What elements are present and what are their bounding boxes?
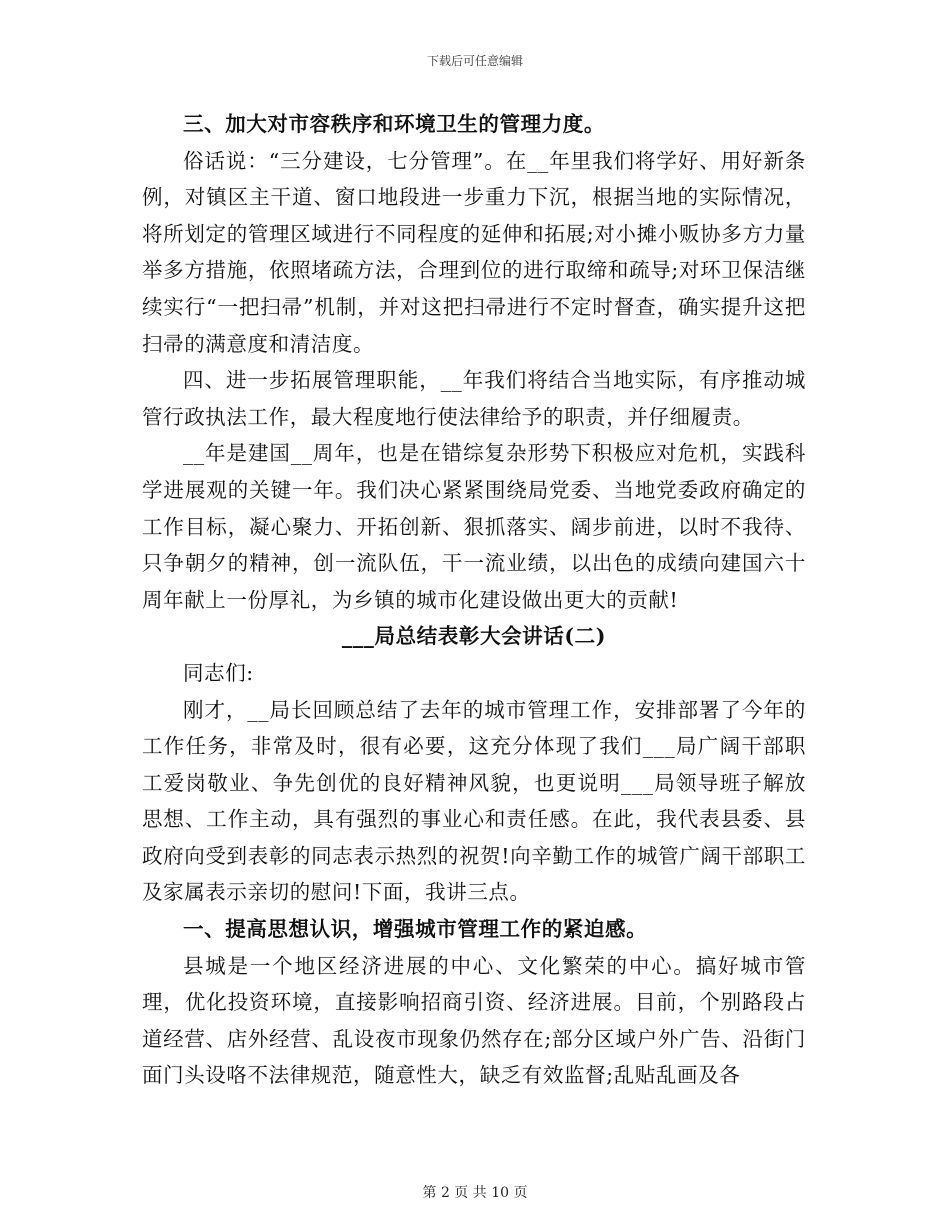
section-heading-1: 一、提高思想认识，增强城市管理工作的紧迫感。	[183, 917, 648, 942]
page-footer: 第 2 页 共 10 页	[422, 1185, 528, 1201]
body-paragraph: 四、进一步拓展管理职能，__年我们将结合当地实际，有序推动城管行政执法工作，最大程度地行使法律给予的职责，并仔细履责。	[142, 368, 806, 429]
body-paragraph: 刚才，__局长回顾总结了去年的城市管理工作，安排部署了今年的工作任务，非常及时，很有必要，这充分体现了我们___局广阔干部职工爱岗敬业、争先创优的良好精神风貌，也更说明___局领导班子解放思想、工作主动，具有强烈的事业心和责任感。在此，我代表县委、县政府向受到表彰的同志表示热烈的祝贺!向辛勤工作的城管广阔干部职工及家属表示亲切的慰问!下面，我讲三点。	[142, 697, 806, 905]
speech-title: ___局总结表彰大会讲话(二)	[341, 624, 607, 649]
body-paragraph: 县城是一个地区经济进展的中心、文化繁荣的中心。搞好城市管理，优化投资环境，直接影响招商引资、经济进展。目前，个别路段占道经营、店外经营、乱设夜市现象仍然存在;部分区域户外广告、沿街门面门头设咯不法律规范，随意性大，缺乏有效监督;乱贴乱画及各	[142, 953, 806, 1088]
document-body	[142, 106, 806, 1094]
page-header: 下载后可任意编辑	[426, 54, 523, 68]
body-paragraph: __年是建国__周年，也是在错综复杂形势下积极应对危机，实践科学进展观的关键一年。我们决心紧紧围绕局党委、当地党委政府确定的工作目标，凝心聚力、开拓创新、狠抓落实、阔步前进，以时不我待、只争朝夕的精神，创一流队伍，干一流业绩，以出色的成绩向建国六十周年献上一份厚礼，为乡镇的城市化建设做出更大的贡献!	[142, 441, 806, 612]
section-heading-3: 三、加大对市容秩序和环境卫生的管理力度。	[183, 112, 605, 136]
salutation: 同志们:	[183, 660, 254, 685]
body-paragraph: 俗话说：“三分建设，七分管理”。在__年里我们将学好、用好新条例，对镇区主干道、窗口地段进一步重力下沉，根据当地的实际情况，将所划定的管理区域进行不同程度的延伸和拓展;对小摊小贩协多方力量举多方措施，依照堵疏方法，合理到位的进行取缔和疏导;对环卫保洁继续实行“一把扫帚”机制，并对这把扫帚进行不定时督查，确实提升这把扫帚的满意度和清洁度。	[142, 148, 806, 356]
